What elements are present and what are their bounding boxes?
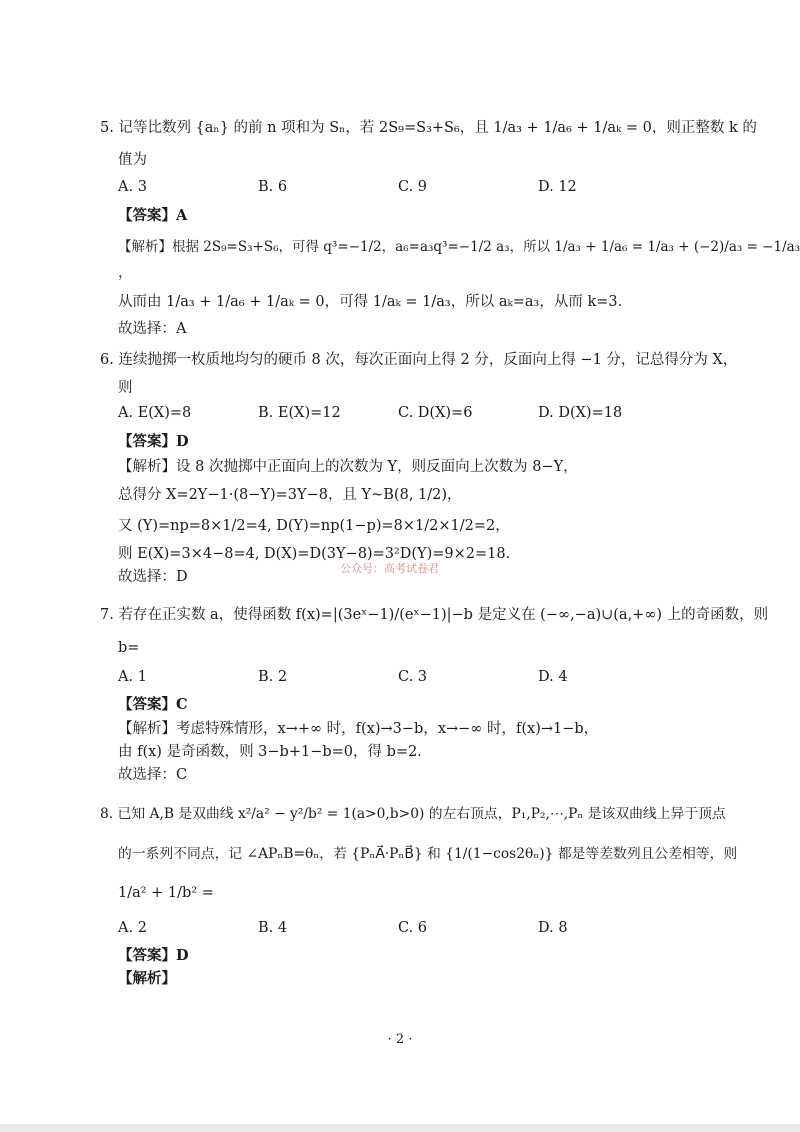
q7-option-a: A. 1 [118,669,147,685]
q5-stem-line-2: 值为 [118,152,147,168]
q5-analysis-line-2: ， [118,265,133,281]
q7-analysis-line-1: 【解析】考虑特殊情形，x→+∞ 时，f(x)→3−b，x→−∞ 时，f(x)→1−b， [118,721,599,737]
q5-analysis-line-3: 从而由 1/a₃ + 1/a₆ + 1/aₖ = 0，可得 1/aₖ = 1/a₃，所以 aₖ=a₃，从而 k=3． [118,294,633,310]
q8-option-a: A. 2 [118,920,147,936]
q5-option-d: D. 12 [538,179,577,195]
q7-answer: 【答案】C [118,696,188,713]
q7-analysis-line-2: 由 f(x) 是奇函数，则 3−b+1−b=0，得 b=2． [118,744,432,760]
q6-stem-line-1: 6. 连续抛掷一枚质地均匀的硬币 8 次，每次正面向上得 2 分，反面向上得 −1 分，记总得分为 X， [100,352,738,368]
q5-stem-line-1: 5. 记等比数列 {aₙ} 的前 n 项和为 Sₙ，若 2S₉=S₃+S₆，且 1/a₃ + 1/a₆ + 1/aₖ = 0，则正整数 k 的 [100,120,757,136]
q7-stem-line-1: 7. 若存在正实数 a，使得函数 f(x)=|(3eˣ−1)/(eˣ−1)|−b 是定义在 (−∞,−a)∪(a,+∞) 上的奇函数，则 [100,607,769,623]
q6-options [118,405,678,421]
q8-stem-line-2: 的一系列不同点，记 ∠APₙB=θₙ，若 {PₙA⃗·PₙB⃗} 和 {1/(1−cos2θₙ)} 都是等差数列且公差相等，则 [118,846,738,862]
page-number: · 2 · [387,1032,413,1047]
q7-option-d: D. 4 [538,669,568,685]
q5-option-c: C. 9 [398,179,428,195]
q6-option-a: A. E(X)=8 [118,405,192,421]
q5-option-a: A. 3 [118,179,147,195]
q8-option-b: B. 4 [258,920,288,936]
q7-options [118,669,678,685]
q6-analysis-line-5: 故选择：D [118,569,188,585]
q7-option-c: C. 3 [398,669,428,685]
q7-option-b: B. 2 [258,669,288,685]
q8-answer: 【答案】D [118,947,189,964]
q6-option-b: B. E(X)=12 [258,405,341,421]
q5-analysis-line-1: 【解析】根据 2S₉=S₃+S₆，可得 q³=−1/2，a₆=a₃q³=−1/2 a₃，所以 1/a₃ + 1/a₆ = 1/a₃ + (−2)/a₃ = −1/a₃ [118,239,800,255]
q6-answer: 【答案】D [118,433,189,450]
q8-analysis-line-1: 【解析】 [118,970,176,987]
page-bottom-edge [0,1124,800,1132]
q5-options [118,179,678,195]
q6-analysis-line-1: 【解析】设 8 次抛掷中正面向上的次数为 Y，则反面向上次数为 8−Y， [118,459,578,475]
q6-analysis-line-3: 又 (Y)=np=8×1/2=4, D(Y)=np(1−p)=8×1/2×1/2=2， [118,518,510,534]
q8-stem-line-3: 1/a² + 1/b² = [118,885,214,901]
q6-option-d: D. D(X)=18 [538,405,623,421]
q8-option-d: D. 8 [538,920,568,936]
q7-analysis-line-3: 故选择：C [118,767,188,783]
watermark: 公众号：高考试卷君 [340,562,439,575]
q8-option-c: C. 6 [398,920,428,936]
q7-stem-line-2: b= [118,640,140,656]
q5-analysis-line-4: 故选择：A [118,321,187,337]
q6-option-c: C. D(X)=6 [398,405,473,421]
q6-stem-line-2: 则 [118,380,133,396]
q8-options [118,920,678,936]
q6-analysis-line-2: 总得分 X=2Y−1·(8−Y)=3Y−8，且 Y~B(8, 1/2)， [118,487,462,503]
q5-option-b: B. 6 [258,179,288,195]
q8-stem-line-1: 8. 已知 A,B 是双曲线 x²/a² − y²/b² = 1(a>0,b>0) 的左右顶点，P₁,P₂,⋯,Pₙ 是该双曲线上异于顶点 [100,806,726,822]
q5-answer: 【答案】A [118,207,188,224]
q6-analysis-line-4: 则 E(X)=3×4−8=4, D(X)=D(3Y−8)=3²D(Y)=9×2=18． [118,546,521,562]
